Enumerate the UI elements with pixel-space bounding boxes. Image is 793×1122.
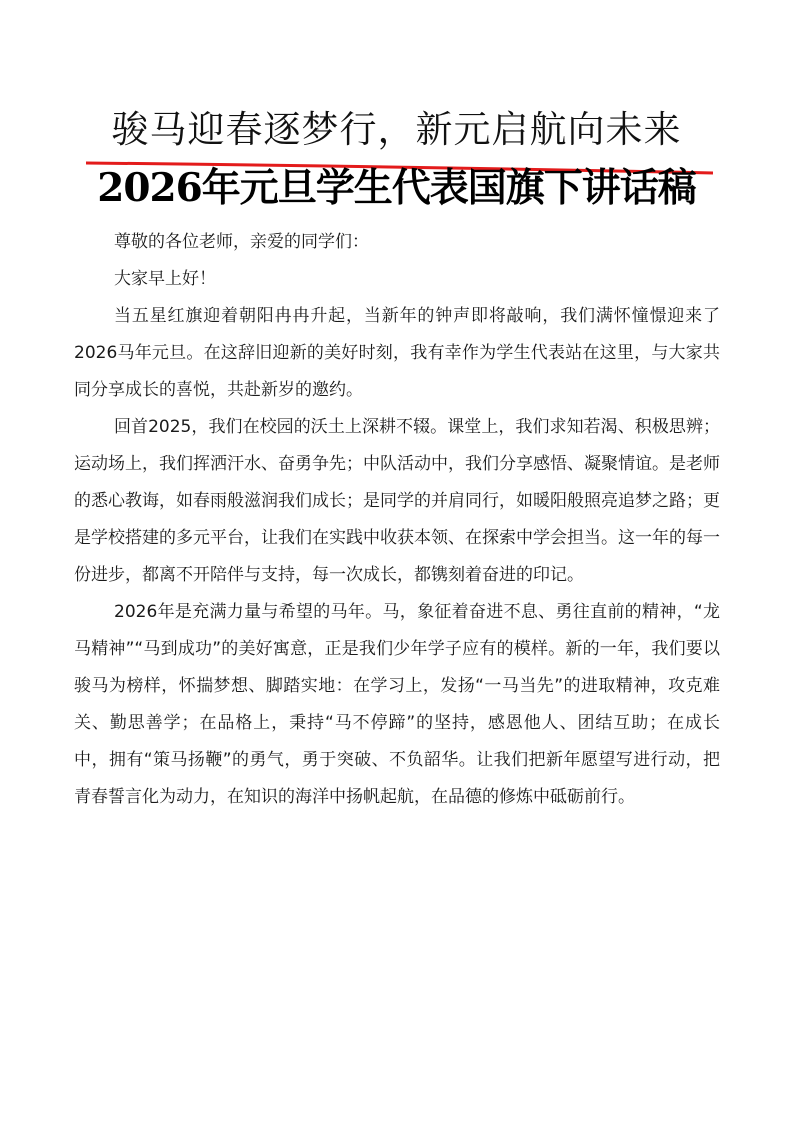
paragraph: 当五星红旗迎着朝阳冉冉升起，当新年的钟声即将敲响，我们满怀憧憬迎来了2026马年元旦。在这辞旧迎新的美好时刻，我有幸作为学生代表站在这里，与大家共同分享成长的喜悦，共赴新岁的邀约。 (74, 306, 720, 400)
salutation: 尊敬的各位老师，亲爱的同学们： (114, 232, 369, 252)
greeting: 大家早上好！ (114, 269, 216, 289)
paragraph: 2026年是充满力量与希望的马年。马，象征着奋进不息、勇往直前的精神，“龙马精神”“马到成功”的美好寓意，正是我们少年学子应有的模样。新的一年，我们要以骏马为榜样，怀揣梦想、脚踏实地：在学习上，发扬“一马当先”的进取精神，攻克难关、勤思善学；在品格上，秉持“马不停蹄”的坚持，感恩他人、团结互助；在成长中，拥有“策马扬鞭”的勇气，勇于突破、不负韶华。让我们把新年愿望写进行动，把青春誓言化为动力，在知识的海洋中扬帆起航，在品德的修炼中砥砺前行。 (74, 602, 720, 807)
document-title: 骏马迎春逐梦行，新元启航向未来 (111, 108, 682, 151)
speech-body (74, 224, 720, 816)
paragraph: 回首2025，我们在校园的沃土上深耕不辍。课堂上，我们求知若渴、积极思辨；运动场上，我们挥洒汗水、奋勇争先；中队活动中，我们分享感悟、凝聚情谊。是老师的悉心教诲，如春雨般滋润我们成长；是同学的并肩同行，如暖阳般照亮追梦之路；更是学校搭建的多元平台，让我们在实践中收获本领、在探索中学会担当。这一年的每一份进步，都离不开陪伴与支持，每一次成长，都镌刻着奋进的印记。 (74, 417, 720, 585)
document-subtitle: 2026年元旦学生代表国旗下讲话稿 (97, 165, 696, 211)
